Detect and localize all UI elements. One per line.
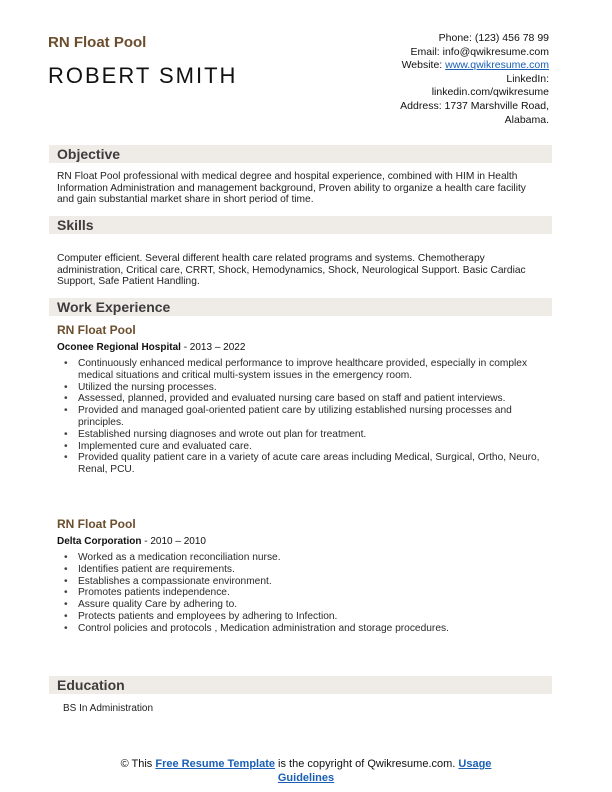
job-2-title: RN Float Pool xyxy=(57,517,136,531)
list-item: • Established nursing diagnoses and wrote out plan for treatment. xyxy=(64,429,552,441)
contact-website-label: Website: xyxy=(401,59,446,72)
list-item: • Promotes patients independence. xyxy=(64,587,552,599)
footer-prefix: © This xyxy=(120,758,156,770)
copyright-footer xyxy=(0,758,612,785)
work-heading: Work Experience xyxy=(57,299,171,315)
education-section-header xyxy=(49,676,552,694)
free-resume-template-link[interactable]: Free Resume Template xyxy=(155,758,275,770)
job-1-company-line xyxy=(57,342,245,353)
list-item: • Assessed, planned, provided and evaluated nursing care based on staff and patient interviews. xyxy=(64,393,552,405)
candidate-name: ROBERT SMITH xyxy=(48,63,238,88)
list-item: • Protects patients and employees by adhering to Infection. xyxy=(64,611,552,623)
contact-linkedin-label: LinkedIn: xyxy=(506,72,549,85)
job-2-dates: - 2010 – 2010 xyxy=(141,536,206,547)
list-item: • Identifies patient are requirements. xyxy=(64,564,552,576)
contact-email: Email: info@qwikresume.com xyxy=(410,45,549,58)
job-1-title: RN Float Pool xyxy=(57,323,136,337)
list-item: • Establishes a compassionate environment. xyxy=(64,576,552,588)
skills-text: Computer efficient. Several different health care related programs and systems. Chemotherapy administration, Critical care, CRRT, Shock, Hemodynamics, Shock, Neurological Support. Basic Cardiac Support, Safe Patient Handling. xyxy=(57,253,526,288)
contact-address-line1: Address: 1737 Marshville Road, xyxy=(400,99,549,112)
contact-website xyxy=(289,59,549,73)
contact-phone: Phone: (123) 456 78 99 xyxy=(438,32,549,44)
list-item: • Assure quality Care by adhering to. xyxy=(64,599,552,611)
job-1-company: Oconee Regional Hospital xyxy=(57,342,181,353)
header-job-title: RN Float Pool xyxy=(48,34,147,51)
list-item: • Control policies and protocols , Medication administration and storage procedures. xyxy=(64,623,552,635)
list-item: • Provided and managed goal-oriented patient care by utilizing established nursing processes and principles. xyxy=(64,405,552,429)
job-1-dates: - 2013 – 2022 xyxy=(180,342,246,353)
list-item: • Worked as a medication reconciliation nurse. xyxy=(64,552,552,564)
list-item: • Continuously enhanced medical performance to improve healthcare provided, especially in complex medical situations and critical multi-system issues in the emergency room. xyxy=(64,358,552,382)
list-item: • Provided quality patient care in a variety of acute care areas including Medical, Surgical, Ortho, Neuro, Renal, PCU. xyxy=(64,452,552,476)
contact-website-link[interactable]: www.qwikresume.com xyxy=(445,59,549,72)
job-2-company-line xyxy=(57,536,206,547)
contact-linkedin-value: linkedin.com/qwikresume xyxy=(431,86,549,99)
objective-heading: Objective xyxy=(57,146,121,162)
objective-text: RN Float Pool professional with medical degree and hospital experience, combined with HIM in Health Information Administration and management background, Proven ability to organize a health care facility and gain substantial market share in short period of time. xyxy=(57,171,526,206)
usage-guidelines-link[interactable]: Guidelines xyxy=(277,771,335,784)
education-heading: Education xyxy=(57,677,125,693)
education-text: BS In Administration xyxy=(63,703,154,714)
list-item: • Utilized the nursing processes. xyxy=(64,382,552,394)
contact-address-line2: Alabama. xyxy=(504,113,549,126)
skills-heading: Skills xyxy=(57,217,94,233)
job-2-bullets xyxy=(64,552,552,635)
job-2-company: Delta Corporation xyxy=(57,536,142,547)
work-section-header xyxy=(49,298,552,316)
usage-link-part1[interactable]: Usage xyxy=(458,758,492,770)
list-item: • Implemented cure and evaluated care. xyxy=(64,441,552,453)
contact-block xyxy=(289,32,549,127)
objective-section-header xyxy=(49,145,552,163)
job-1-bullets xyxy=(64,358,552,476)
footer-middle: is the copyright of Qwikresume.com. xyxy=(275,758,459,770)
skills-section-header xyxy=(49,216,552,234)
